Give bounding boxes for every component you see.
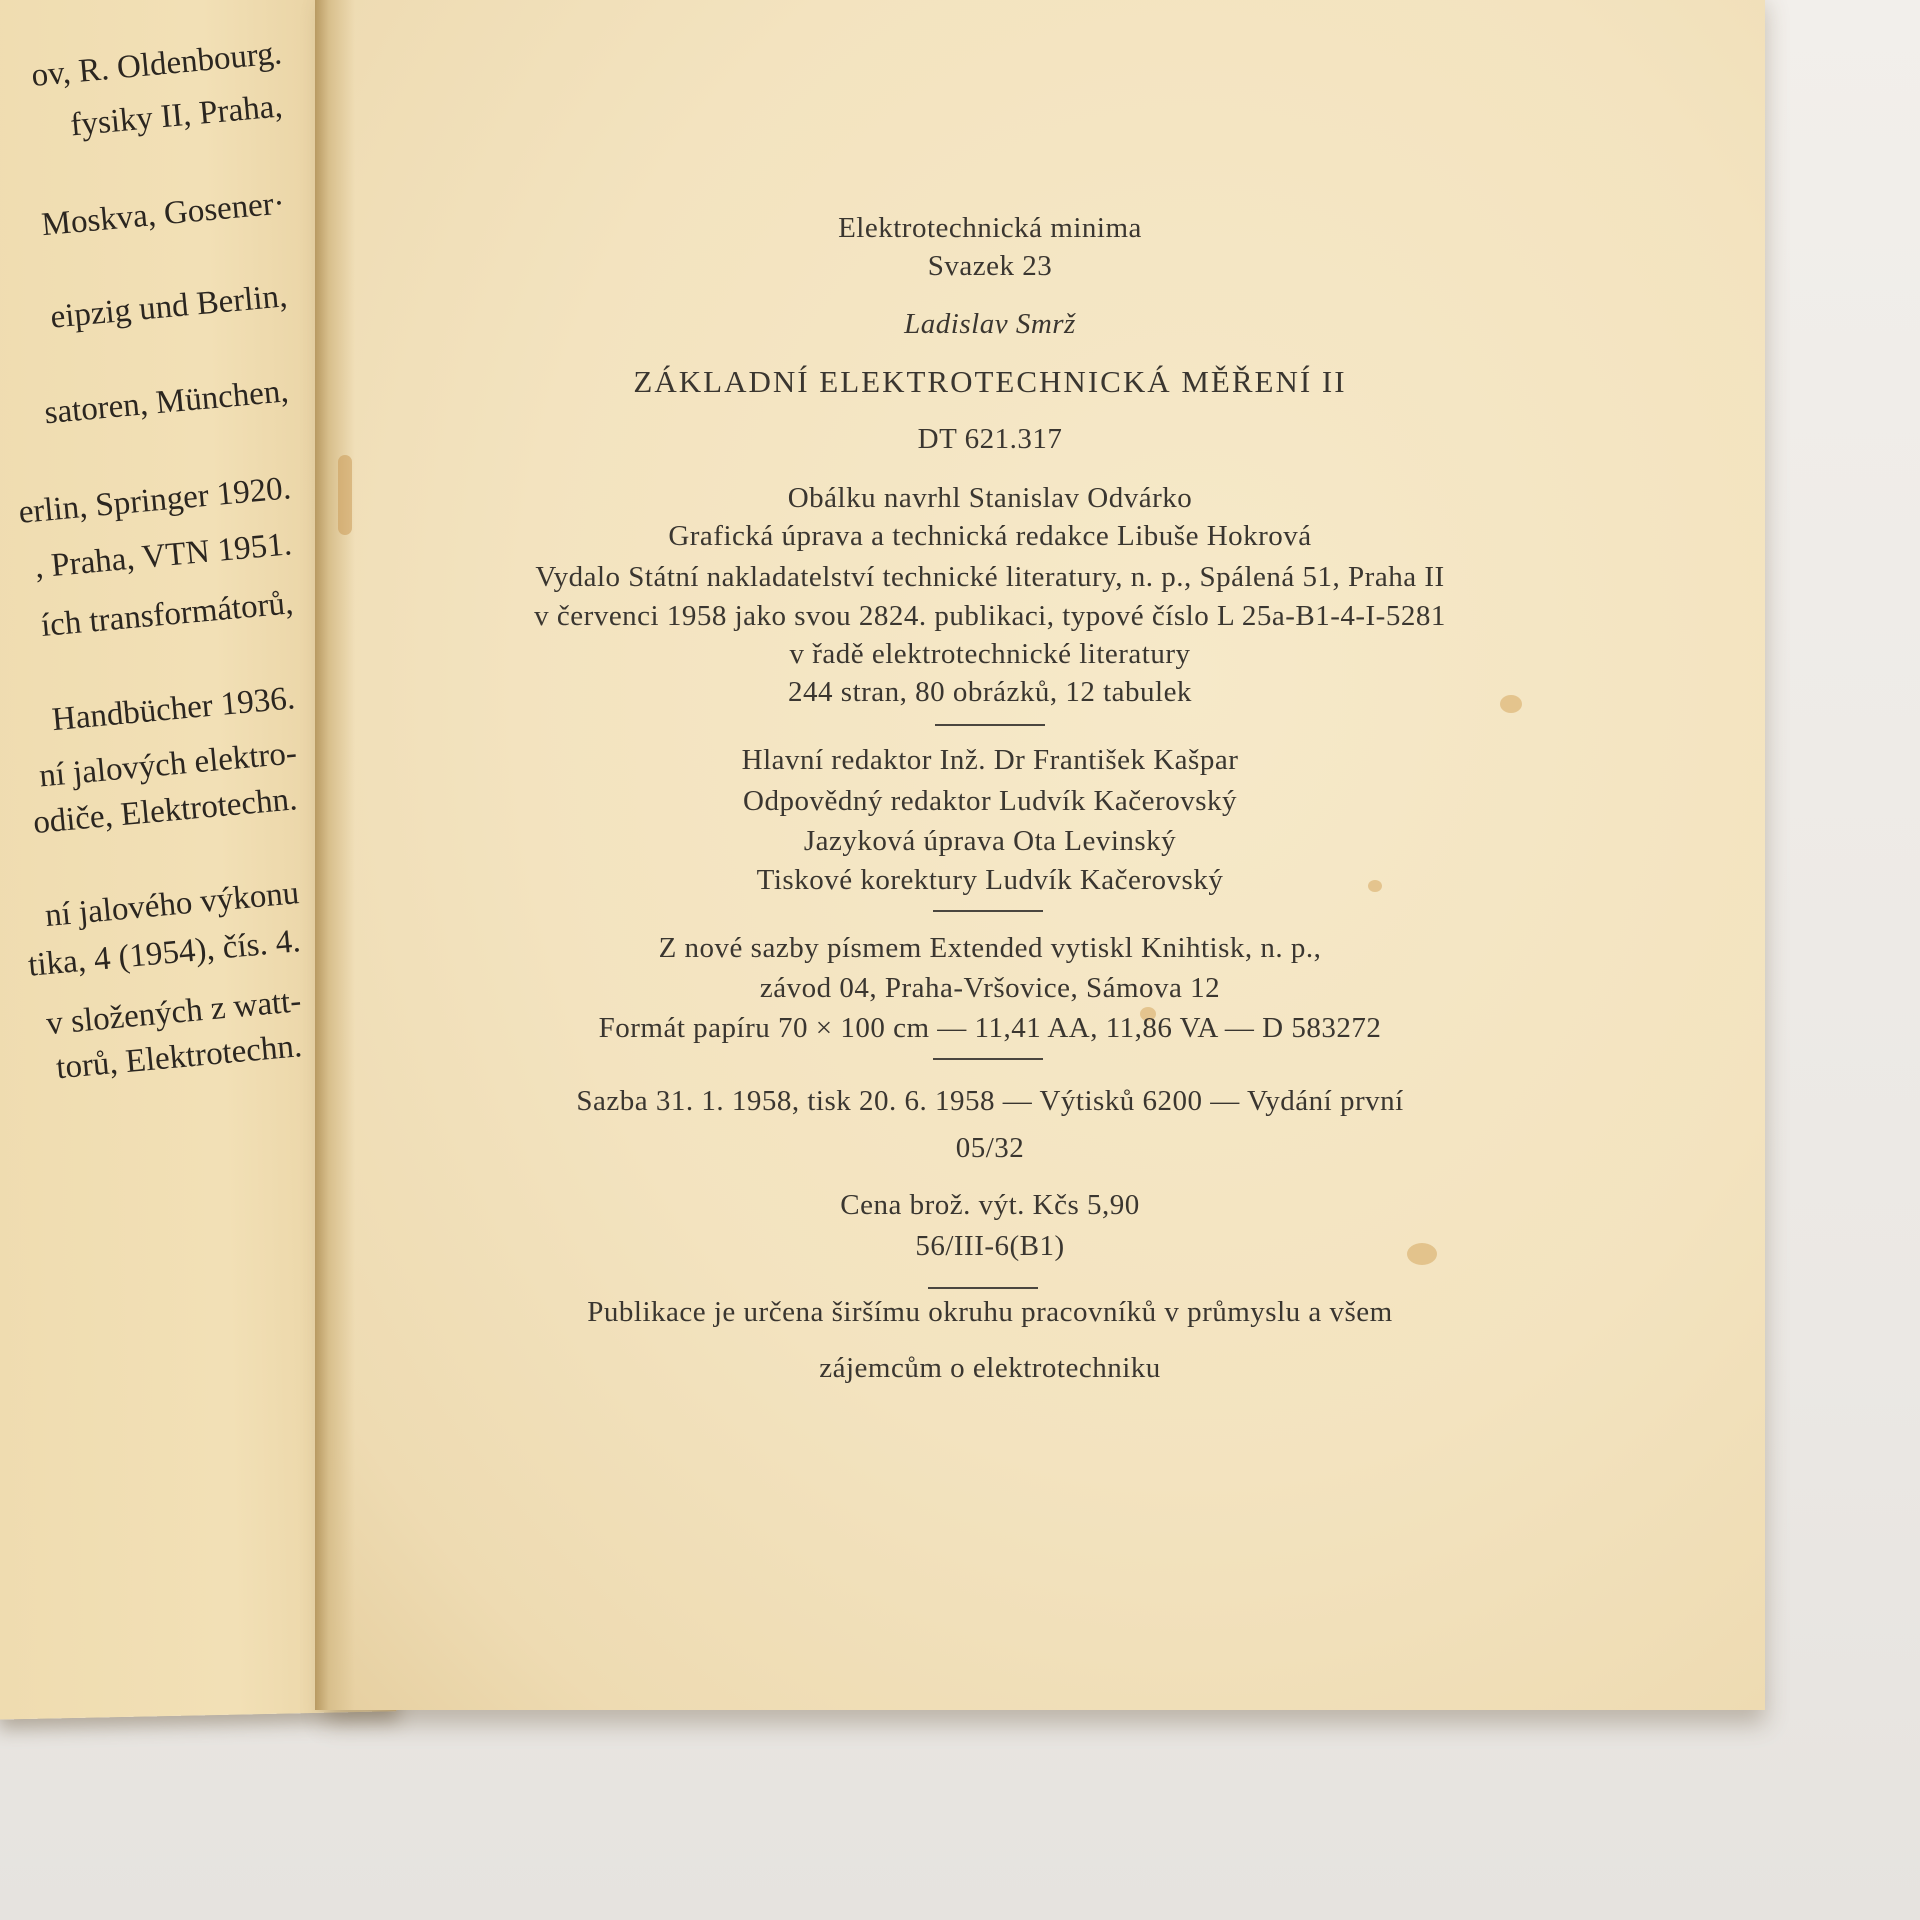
left-line: satoren, München, (43, 373, 291, 432)
left-line: ov, R. Oldenbourg. (29, 35, 284, 94)
graphics-credit: Grafická úprava a technická redakce Libuše Hokrová (668, 520, 1312, 552)
proofreading-credit: Tiskové korektury Ludvík Kačerovský (756, 864, 1224, 896)
book-title: ZÁKLADNÍ ELEKTROTECHNICKÁ MĚŘENÍ II (633, 364, 1347, 399)
left-line: , Praha, VTN 1951. (33, 526, 294, 586)
divider (933, 1058, 1043, 1060)
left-line: odiče, Elektrotechn. (31, 781, 299, 842)
left-line: ní jalového výkonu (43, 875, 301, 935)
paper-stain (338, 455, 352, 535)
paper-stain (1368, 880, 1382, 892)
dt-code: DT 621.317 (917, 423, 1063, 455)
paper-stain (1500, 695, 1522, 713)
left-line: v složených z watt- (45, 983, 304, 1043)
left-line: fysiky II, Praha, (69, 88, 285, 144)
chief-editor: Hlavní redaktor Inž. Dr František Kašpar (741, 744, 1239, 776)
extent-line: 244 stran, 80 obrázků, 12 tabulek (788, 676, 1192, 708)
left-line: ích transformátorů, (39, 585, 295, 645)
paper-stain (1407, 1243, 1437, 1265)
publisher-line: Vydalo Státní nakladatelství technické literatury, n. p., Spálená 51, Praha II (535, 561, 1445, 593)
left-line: Handbücher 1936. (50, 680, 297, 739)
language-editor: Jazyková úprava Ota Levinský (803, 825, 1177, 857)
responsible-editor: Odpovědný redaktor Ludvík Kačerovský (743, 785, 1237, 817)
price-code: 56/III-6(B1) (915, 1230, 1065, 1262)
audience-line-2: zájemcům o elektrotechniku (819, 1352, 1161, 1384)
left-line: tika, 4 (1954), čís. 4. (26, 923, 302, 984)
print-dates: Sazba 31. 1. 1958, tisk 20. 6. 1958 — Výtisků 6200 — Vydání první (576, 1085, 1404, 1117)
audience-line-1: Publikace je určena širšímu okruhu pracovníků v průmyslu a všem (587, 1296, 1393, 1328)
volume-number: Svazek 23 (927, 250, 1053, 282)
internal-code: 05/32 (955, 1132, 1025, 1164)
left-line: Moskva, Gosener· (40, 185, 287, 244)
divider (933, 910, 1043, 912)
publication-line: v červenci 1958 jako svou 2824. publikaci, typové číslo L 25a-B1-4-I-5281 (534, 600, 1446, 632)
price: Cena brož. výt. Kčs 5,90 (840, 1189, 1140, 1221)
left-line: erlin, Springer 1920. (17, 470, 293, 531)
printer-line-2: závod 04, Praha-Vršovice, Sámova 12 (759, 972, 1221, 1004)
author-name: Ladislav Smrž (904, 308, 1076, 340)
series-line: v řadě elektrotechnické literatury (789, 638, 1191, 670)
left-line: eipzig und Berlin, (48, 278, 289, 336)
cover-credit: Obálku navrhl Stanislav Odvárko (787, 482, 1193, 514)
divider (935, 724, 1045, 726)
book-gutter (315, 0, 355, 1710)
paper-format: Formát papíru 70 × 100 cm — 11,41 AA, 11,86 VA — D 583272 (598, 1012, 1382, 1044)
left-line: ní jalových elektro- (37, 735, 298, 795)
left-line: torů, Elektrotechn. (55, 1028, 304, 1087)
printer-line-1: Z nové sazby písmem Extended vytiskl Knihtisk, n. p., (658, 932, 1322, 964)
divider (928, 1287, 1038, 1289)
series-name: Elektrotechnická minima (838, 212, 1142, 244)
